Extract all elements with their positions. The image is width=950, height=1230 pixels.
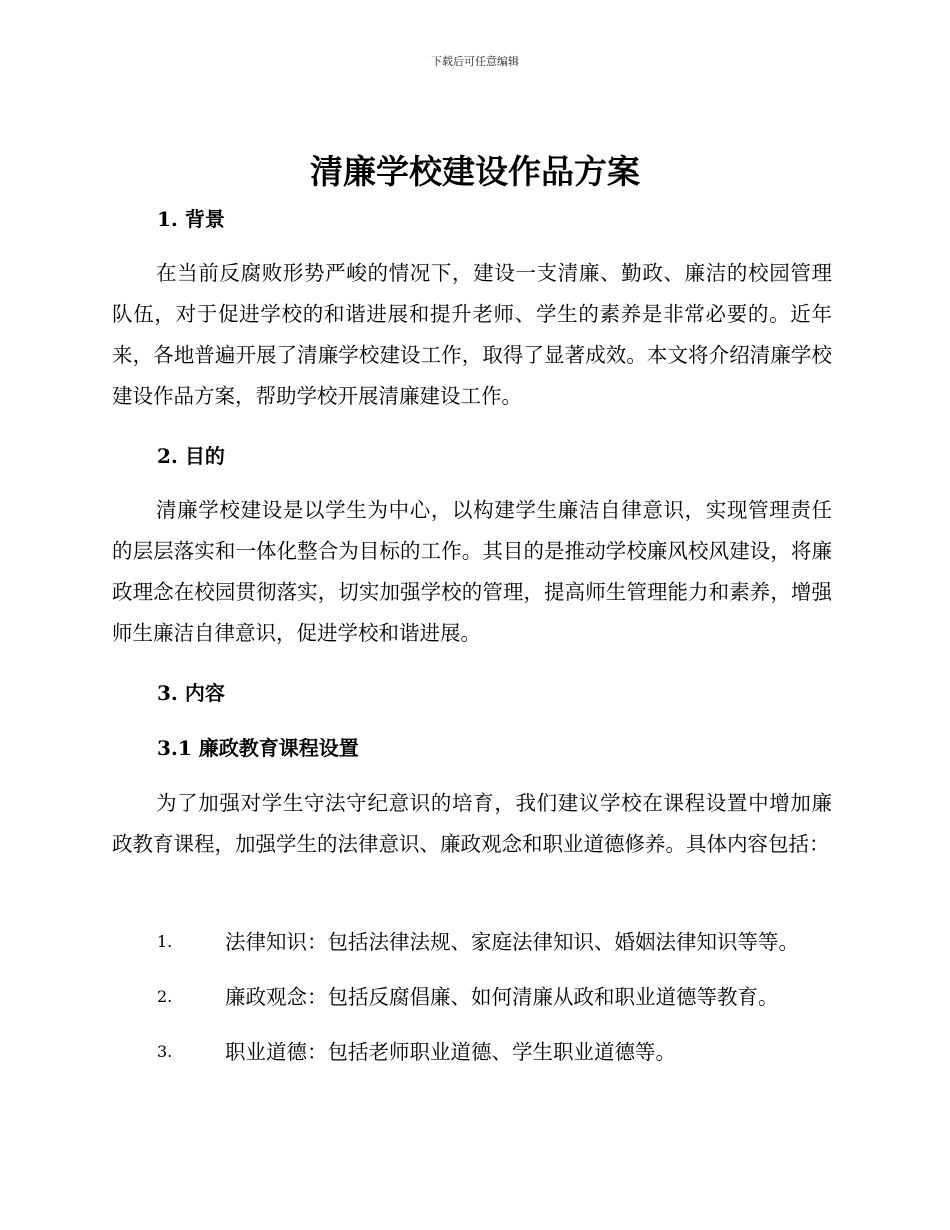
list-item	[0, 1037, 950, 1067]
document-title: 清廉学校建设作品方案	[310, 152, 640, 191]
section-heading-purpose: 2. 目的	[157, 444, 225, 468]
section-paragraph-course-setup: 为了加强对学生守法守纪意识的培育，我们建议学校在课程设置中增加廉政教育课程，加强学生的法律意识、廉政观念和职业道德修养。具体内容包括：	[112, 791, 832, 856]
list-item-number: 2.	[157, 987, 173, 1006]
list-item-text: 职业道德：包括老师职业道德、学生职业道德等。	[225, 1040, 676, 1064]
list-item	[0, 982, 950, 1012]
list-item-text: 廉政观念：包括反腐倡廉、如何清廉从政和职业道德等教育。	[225, 985, 779, 1009]
list-item-text: 法律知识：包括法律法规、家庭法律知识、婚姻法律知识等等。	[225, 930, 799, 954]
list-item-number: 3.	[157, 1042, 173, 1061]
section-heading-content: 3. 内容	[157, 681, 225, 705]
section-paragraph-purpose: 清廉学校建设是以学生为中心，以构建学生廉洁自律意识，实现管理责任的层层落实和一体化整合为目标的工作。其目的是推动学校廉风校风建设，将廉政理念在校园贯彻落实，切实加强学校的管理，提高师生管理能力和素养，增强师生廉洁自律意识，促进学校和谐进展。	[112, 498, 832, 645]
list-item-number: 1.	[157, 932, 173, 951]
section-paragraph-background: 在当前反腐败形势严峻的情况下，建设一支清廉、勤政、廉洁的校园管理队伍，对于促进学校的和谐进展和提升老师、学生的素养是非常必要的。近年来，各地普遍开展了清廉学校建设工作，取得了显著成效。本文将介绍清廉学校建设作品方案，帮助学校开展清廉建设工作。	[112, 261, 832, 408]
section-heading-course-setup: 3.1 廉政教育课程设置	[157, 736, 359, 760]
page-header: 下载后可任意编辑	[431, 55, 519, 68]
list-item	[0, 927, 950, 957]
section-heading-background: 1. 背景	[157, 207, 225, 231]
